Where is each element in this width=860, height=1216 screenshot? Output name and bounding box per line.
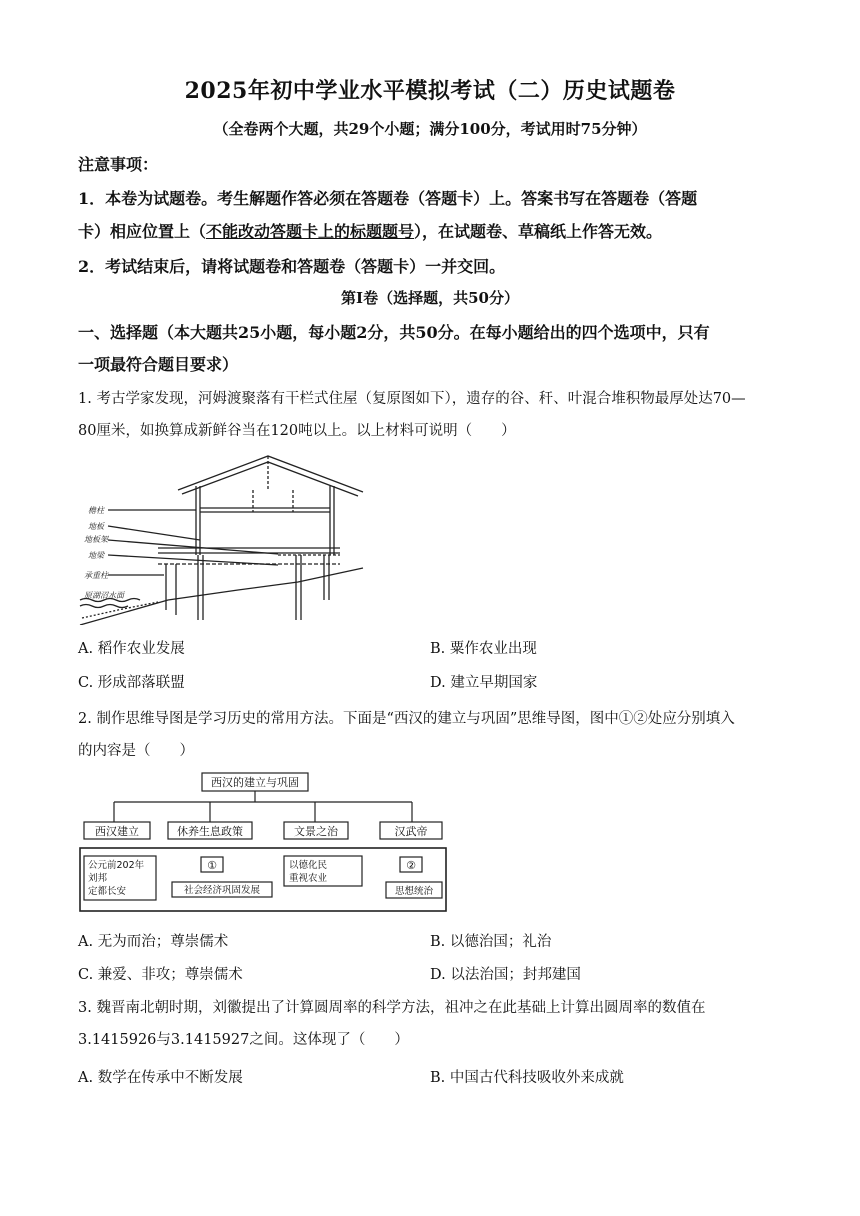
detail-agriculture: 重视农业 [289,873,328,884]
q1-option-d[interactable]: D. 建立早期国家 [430,675,538,691]
q1-option-b[interactable]: B. 粟作农业出现 [430,641,537,657]
mindmap-figure [78,770,450,915]
volume-heading: 第Ⅰ卷（选择题，共50分） [341,289,519,307]
branch-recuperation: 休养生息政策 [177,825,243,838]
detail-ideology: 思想统治 [394,886,434,897]
blank-marker-2: ② [406,859,416,872]
q3-stem-2: 3.1415926与3.1415927之间。这体现了（ ） [78,1032,409,1048]
label-lake-surface: 原湖沼水面 [84,591,124,600]
roof-left-line [178,456,363,492]
detail-year: 公元前202年 [88,860,145,871]
q3-stem-1: 3. 魏晋南北朝时期，刘徽提出了计算圆周率的科学方法，祖冲之在此基础上计算出圆周率的数值在 [78,1000,706,1016]
q2-option-a[interactable]: A. 无为而治；尊崇儒术 [78,934,229,950]
detail-capital: 定都长安 [88,886,127,897]
label-eave-post: 檐柱 [88,506,104,515]
underlined-warning: 不能改动答题卡上的标题题号 [206,222,415,241]
notice-item-1b: 卡）相应位置上（不能改动答题卡上的标题题号），在试题卷、草稿纸上作答无效。 [78,222,663,241]
mindmap-root: 西汉的建立与巩固 [211,776,299,789]
q2-stem-1: 2. 制作思维导图是学习历史的常用方法。下面是“西汉的建立与巩固”思维导图，图中①②处应分别填入 [78,711,735,727]
notice-item-2: 2．考试结束后，请将试题卷和答题卷（答题卡）一并交回。 [78,257,506,276]
stilt-house-figure [78,450,378,625]
detail-liubang: 刘邦 [88,873,108,884]
notice-item-1a: 1．本卷为试题卷。考生解题作答必须在答题卷（答题卡）上。答案书写在答题卷（答题 [78,189,698,208]
q2-stem-2: 的内容是（ ） [78,743,194,759]
detail-economy: 社会经济巩固发展 [183,885,261,896]
section-heading-a: 一、选择题（本大题共25小题，每小题2分，共50分。在每小题给出的四个选项中，只有 [78,323,710,342]
q2-option-c[interactable]: C. 兼爱、非攻；尊崇儒术 [78,967,243,983]
page-subtitle: （全卷两个大题，共29个小题；满分100分，考试用时75分钟） [213,120,647,138]
label-bearing-post: 承重柱 [84,571,108,580]
q1-stem-1: 1. 考古学家发现，河姆渡聚落有干栏式住屋（复原图如下），遗存的谷、秆、叶混合堆积物最厚处达70— [78,391,746,407]
q2-option-d[interactable]: D. 以法治国；封邦建国 [430,967,581,983]
q1-stem-2: 80厘米，如换算成新鲜谷当在120吨以上。以上材料可说明（ ） [78,423,516,439]
label-floor-frame: 地板架 [84,535,108,544]
label-ground-beam: 地梁 [88,551,104,560]
q1-option-c[interactable]: C. 形成部落联盟 [78,675,185,691]
q2-option-b[interactable]: B. 以德治国；礼治 [430,934,552,950]
q3-option-b[interactable]: B. 中国古代科技吸收外来成就 [430,1070,624,1086]
section-heading-b: 一项最符合题目要求） [78,355,239,374]
label-floor: 地板 [88,522,104,531]
branch-wenjing: 文景之治 [294,825,338,838]
branch-wudi: 汉武帝 [394,825,428,838]
q3-option-a[interactable]: A. 数学在传承中不断发展 [78,1070,243,1086]
notice-heading: 注意事项： [78,155,159,174]
detail-virtue: 以德化民 [289,860,328,871]
page-title: 2025年初中学业水平模拟考试（二）历史试题卷 [184,78,676,104]
branch-founding: 西汉建立 [95,825,139,838]
q1-option-a[interactable]: A. 稻作农业发展 [78,641,185,657]
blank-marker-1: ① [207,859,217,872]
